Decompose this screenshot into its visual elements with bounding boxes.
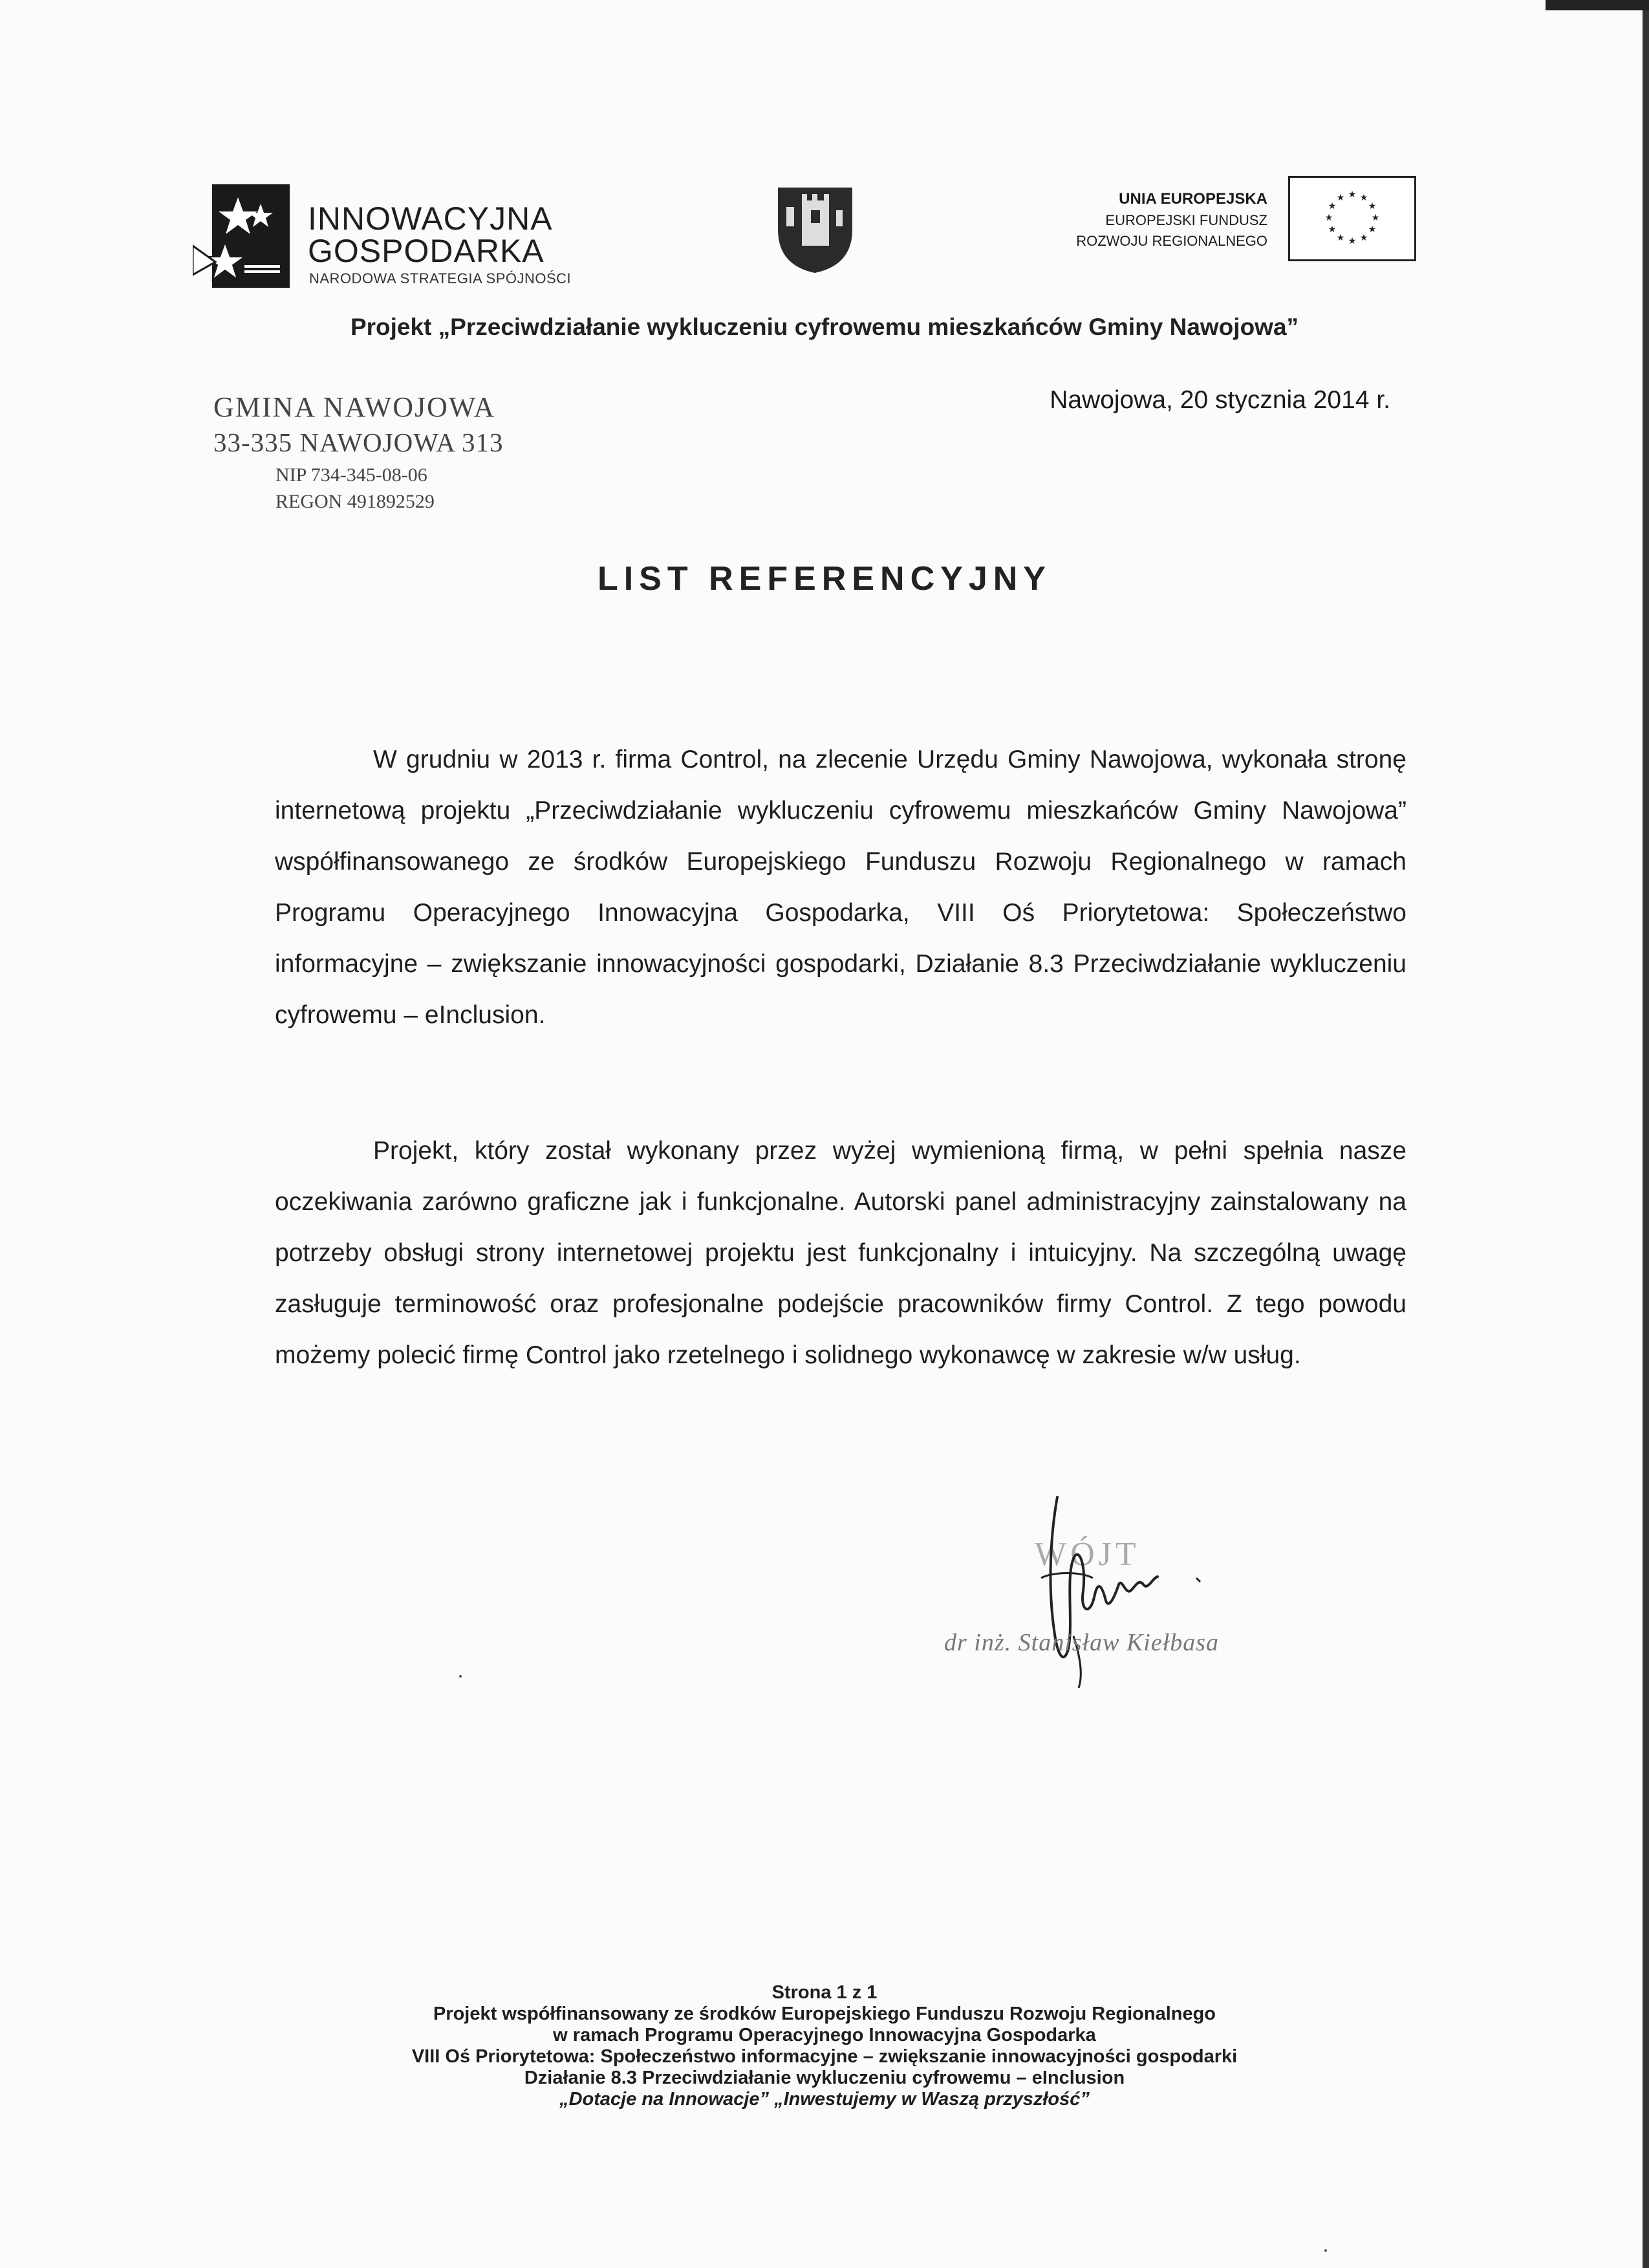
signature-stamp-word: WÓJT [1035,1536,1140,1573]
stamp-line-1: GMINA NAWOJOWA [213,391,496,423]
stamp-line-2: 33-335 NAWOJOWA 313 [213,427,504,457]
svg-text:★: ★ [1368,201,1377,211]
innowacyjna-gospodarka-logo [193,184,645,288]
svg-text:★: ★ [1328,224,1337,235]
svg-text:★: ★ [1348,189,1357,200]
eu-logo-line-3: ROZWOJU REGIONALNEGO [1076,233,1267,249]
footer-line-4: Działanie 8.3 Przeciwdziałanie wykluczeniu cyfrowemu – eInclusion [524,2068,1125,2088]
scan-speck [459,1675,462,1678]
footer-line-2: w ramach Programu Operacyjnego Innowacyjna Gospodarka [553,2025,1096,2046]
svg-text:★: ★ [1324,213,1333,223]
body-paragraph-2 [275,1125,1406,1381]
svg-text:★: ★ [1348,236,1357,246]
eu-logo-line-1: UNIA EUROPEJSKA [1119,190,1267,208]
page-number: Strona 1 z 1 [771,1982,878,2003]
signatory-name: dr inż. Stanisław Kiełbasa [944,1629,1220,1656]
paragraph-1-text: W grudniu w 2013 r. firma Control, na zlecenie Urzędu Gminy Nawojowa, wykonała stronę internetową projektu „Przeciwdziałanie wykluczeniu cyfrowemu mieszkańców Gminy Nawojowa” współfinansowanego ze środków Europejskiego Funduszu Rozwoju Regionalnego w ramach Programu Operacyjnego Innowacyjna Gospodarka, VIII Oś Priorytetowa: Społeczeństwo informacyjne – zwiększanie innowacyjności gospodarki, Działanie 8.3 Przeciwdziałanie wykluczeniu cyfrowemu – eInclusion. [275,746,1406,1029]
svg-text:★: ★ [1359,233,1368,243]
stamp-nip: NIP 734-345-08-06 [275,464,427,486]
footer-line-3: VIII Oś Priorytetowa: Społeczeństwo informacyjne – zwiększanie innowacyjności gospodarki [411,2046,1238,2067]
letter-date: Nawojowa, 20 stycznia 2014 r. [1050,386,1390,414]
logo-line-3: NARODOWA STRATEGIA SPÓJNOŚCI [309,270,572,286]
footer [0,1982,1649,2110]
scan-speck [1324,2249,1327,2252]
logo-line-1: INNOWACYJNA [308,200,553,237]
handwritten-signature [925,1481,1313,1694]
body-paragraph-1 [275,734,1406,1041]
svg-text:★: ★ [1336,193,1345,203]
document-title: LIST REFERENCYJNY [598,560,1051,598]
innowacyjna-gospodarka-icon [193,184,290,288]
svg-text:★: ★ [1371,213,1380,223]
footer-line-1: Projekt współfinansowany ze środków Europejskiego Funduszu Rozwoju Regionalnego [433,2003,1216,2024]
footer-slogans: „Dotacje na Innowacje” „Inwestujemy w Waszą przyszłość” [559,2089,1090,2110]
eu-flag [1288,176,1416,261]
svg-text:★: ★ [1359,193,1368,203]
svg-text:★: ★ [1328,201,1337,211]
eu-logo-line-2: EUROPEJSKI FUNDUSZ [1105,212,1267,228]
eu-logo [1022,176,1416,266]
logo-line-2: GOSPODARKA [308,233,544,269]
svg-text:★: ★ [1368,224,1377,235]
eu-stars-icon [1290,178,1414,259]
paragraph-2-text: Projekt, który został wykonany przez wyżej wymienioną firmą, w pełni spełnia nasze oczekiwania zarówno graficzne jak i funkcjonalne. Autorski panel administracyjny zainstalowany na potrzeby obsługi strony internetowej projektu jest funkcjonalny i intuicyjny. Na szczególną uwagę zasługuje terminowość oraz profesjonalne podejście pracowników firmy Control. Z tego powodu możemy polecić firmę Control jako rzetelnego i solidnego wykonawcę w zakresie w/w usług. [275,1137,1406,1369]
stamp-regon: REGON 491892529 [275,491,435,512]
project-title: Projekt „Przeciwdziałanie wykluczeniu cyfrowemu mieszkańców Gminy Nawojowa” [350,314,1299,340]
coat-of-arms-icon [775,184,856,275]
scan-edge-top [1546,0,1649,10]
svg-text:★: ★ [1336,233,1345,243]
